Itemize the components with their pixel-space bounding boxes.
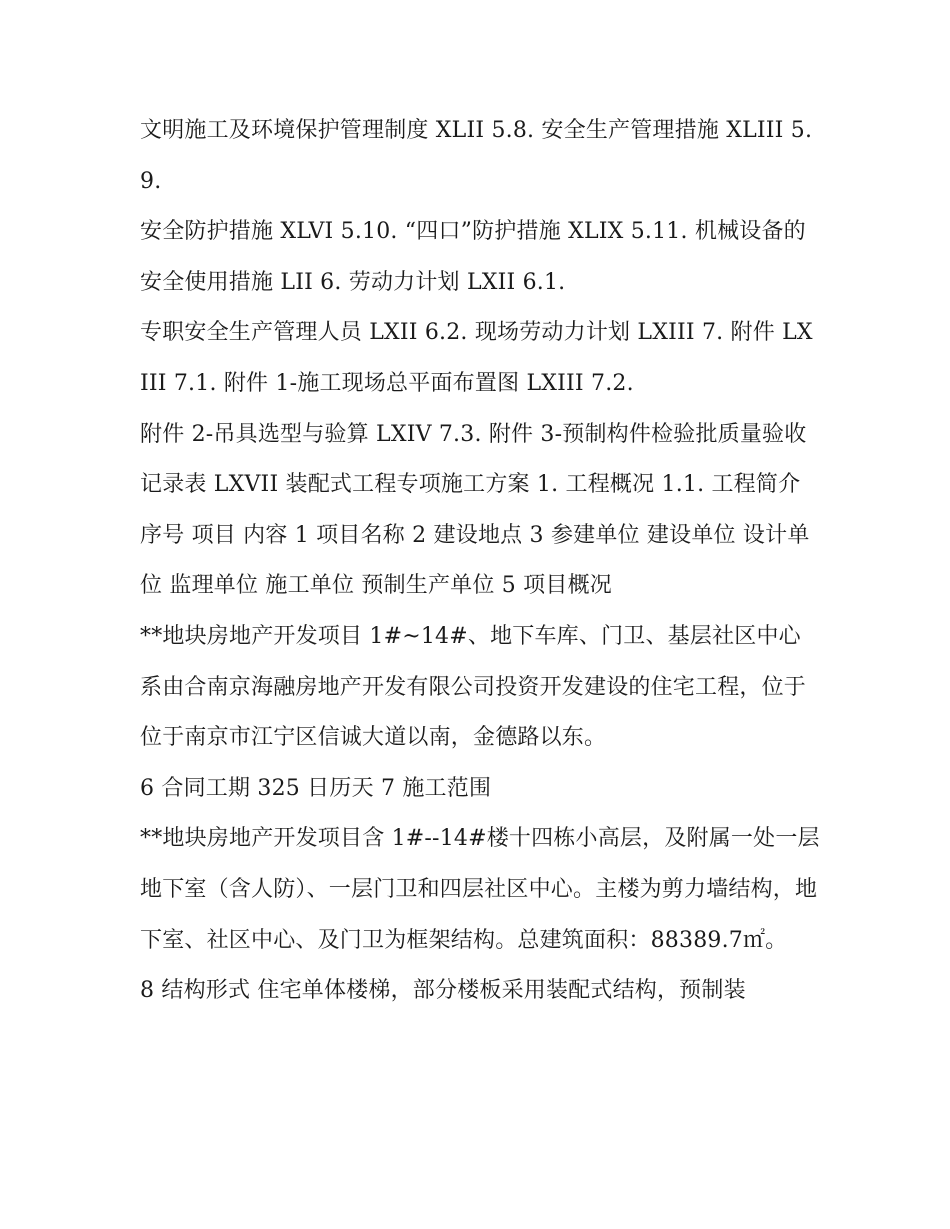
paragraph-structure-form: 8 结构形式 住宅单体楼梯，部分楼板采用装配式结构，预制装 <box>140 978 746 1004</box>
paragraph-toc-5-8: 文明施工及环境保护管理制度 XLII 5.8. 安全生产管理措施 XLIII 5.9. <box>140 118 813 194</box>
paragraph-construction-scope: **地块房地产开发项目含 1#--14#楼十四栋小高层，及附属一处一层地下室（含人防）、一层门卫和四层社区中心。主楼为剪力墙结构，地下室、社区中心、及门卫为框架结构。总建筑面积：88389.7㎡。 <box>140 826 820 953</box>
paragraph-toc-6-1: 专职安全生产管理人员 LXII 6.2. 现场劳动力计划 LXIII 7. 附件 LXIII 7.1. 附件 1-施工现场总平面布置图 LXIII 7.2. <box>140 320 813 396</box>
paragraph-table-headers: 序号 项目 内容 1 项目名称 2 建设地点 3 参建单位 建设单位 设计单位 监理单位 施工单位 预制生产单位 5 项目概况 <box>140 522 810 599</box>
paragraph-project-overview: **地块房地产开发项目 1#~14#、地下车库、门卫、基层社区中心系由合南京海融房地产开发有限公司投资开发建设的住宅工程，位于位于南京市江宁区信诚大道以南，金德路以东。 <box>140 623 807 751</box>
document-body <box>140 106 820 1017</box>
paragraph-toc-5-10: 安全防护措施 XLVI 5.10. “四口”防护措施 XLIX 5.11. 机械设备的安全使用措施 LII 6. 劳动力计划 LXII 6.1. <box>140 219 806 295</box>
paragraph-toc-7-2: 附件 2-吊具选型与验算 LXIV 7.3. 附件 3-预制构件检验批质量验收记录表 LXVII 装配式工程专项施工方案 1. 工程概况 1.1. 工程简介 <box>140 421 807 498</box>
paragraph-contract-period: 6 合同工期 325 日历天 7 施工范围 <box>140 775 492 801</box>
